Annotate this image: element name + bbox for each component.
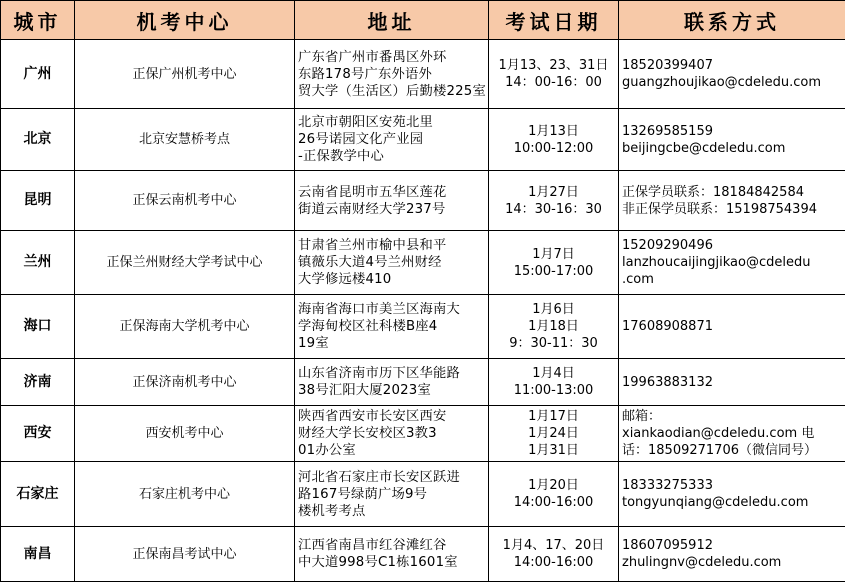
contact-cell xyxy=(619,40,845,109)
contact-cell xyxy=(619,231,845,295)
contact-line: 正保学员联系：18184842584 xyxy=(622,184,842,201)
city-cell: 西安 xyxy=(1,406,75,462)
date-line: 1月6日 xyxy=(489,301,618,318)
date-cell xyxy=(489,359,619,406)
date-line: 1月24日 xyxy=(489,425,618,442)
date-line: 1月7日 xyxy=(489,246,618,263)
city-cell: 海口 xyxy=(1,295,75,359)
address-cell xyxy=(295,171,489,231)
date-line: 1月4、17、20日 xyxy=(489,537,618,554)
address-cell xyxy=(295,295,489,359)
contact-line: 15209290496 xyxy=(622,237,842,254)
address-cell xyxy=(295,359,489,406)
date-line: 1月31日 xyxy=(489,442,618,459)
address-line: 贸大学（生活区）后勤楼225室 xyxy=(298,83,486,100)
address-line: 东路178号广东外语外 xyxy=(298,66,486,83)
contact-line: guangzhoujikao@cdeledu.com xyxy=(622,74,842,91)
header-city: 城市 xyxy=(1,1,75,40)
header-contact: 联系方式 xyxy=(619,1,845,40)
date-line: 1月27日 xyxy=(489,184,618,201)
center-cell: 西安机考中心 xyxy=(75,406,295,462)
center-cell: 正保兰州财经大学考试中心 xyxy=(75,231,295,295)
address-cell xyxy=(295,462,489,527)
date-line: 1月17日 xyxy=(489,408,618,425)
contact-cell xyxy=(619,406,845,462)
contact-line: 13269585159 xyxy=(622,123,842,140)
address-line: 甘肃省兰州市榆中县和平 xyxy=(298,237,486,254)
center-cell: 正保海南大学机考中心 xyxy=(75,295,295,359)
address-cell xyxy=(295,231,489,295)
address-line: 财经大学长安校区3教3 xyxy=(298,425,486,442)
address-line: 01办公室 xyxy=(298,442,486,459)
center-cell: 北京安慧桥考点 xyxy=(75,109,295,171)
date-line: 1月13日 xyxy=(489,123,618,140)
address-line: 海南省海口市美兰区海南大 xyxy=(298,301,486,318)
contact-cell xyxy=(619,295,845,359)
contact-line: 18333275333 xyxy=(622,477,842,494)
date-line: 15:00-17:00 xyxy=(489,263,618,280)
contact-line: tongyunqiang@cdeledu.com xyxy=(622,494,842,511)
address-line: 河北省石家庄市长安区跃进 xyxy=(298,469,486,486)
address-cell xyxy=(295,109,489,171)
center-cell: 正保济南机考中心 xyxy=(75,359,295,406)
date-line: 14:00-16:00 xyxy=(489,554,618,571)
contact-line: 话：18509271706（微信同号） xyxy=(622,442,842,459)
date-line: 1月4日 xyxy=(489,365,618,382)
center-cell: 正保南昌考试中心 xyxy=(75,527,295,582)
contact-line: 18520399407 xyxy=(622,57,842,74)
table-row xyxy=(1,359,845,406)
date-cell xyxy=(489,462,619,527)
header-address: 地址 xyxy=(295,1,489,40)
date-line: 1月20日 xyxy=(489,477,618,494)
address-line: 26号诺园文化产业园 xyxy=(298,131,486,148)
contact-cell xyxy=(619,359,845,406)
contact-line: 18607095912 xyxy=(622,537,842,554)
address-line: -正保教学中心 xyxy=(298,148,486,165)
date-cell xyxy=(489,40,619,109)
center-cell: 石家庄机考中心 xyxy=(75,462,295,527)
address-line: 楼机考考点 xyxy=(298,503,486,520)
address-line: 云南省昆明市五华区莲花 xyxy=(298,184,486,201)
date-cell xyxy=(489,527,619,582)
contact-line: beijingcbe@cdeledu.com xyxy=(622,140,842,157)
contact-line: lanzhoucaijingjikao@cdeledu xyxy=(622,254,842,271)
contact-line: 19963883132 xyxy=(622,374,842,391)
table-row xyxy=(1,406,845,462)
city-cell: 南昌 xyxy=(1,527,75,582)
table-row xyxy=(1,109,845,171)
address-line: 陕西省西安市长安区西安 xyxy=(298,408,486,425)
center-cell: 正保云南机考中心 xyxy=(75,171,295,231)
header-row xyxy=(1,1,845,40)
date-line: 1月18日 xyxy=(489,318,618,335)
contact-line: .com xyxy=(622,271,842,288)
table-row xyxy=(1,40,845,109)
header-date: 考试日期 xyxy=(489,1,619,40)
center-cell: 正保广州机考中心 xyxy=(75,40,295,109)
address-line: 中大道998号C1栋1601室 xyxy=(298,554,486,571)
table-row xyxy=(1,295,845,359)
city-cell: 北京 xyxy=(1,109,75,171)
address-cell xyxy=(295,406,489,462)
date-cell xyxy=(489,171,619,231)
city-cell: 石家庄 xyxy=(1,462,75,527)
header-center: 机考中心 xyxy=(75,1,295,40)
date-line: 11:00-13:00 xyxy=(489,382,618,399)
date-line: 14：00-16：00 xyxy=(489,74,618,91)
table-row xyxy=(1,462,845,527)
date-line: 14:00-16:00 xyxy=(489,494,618,511)
contact-cell xyxy=(619,527,845,582)
contact-line: zhulingnv@cdeledu.com xyxy=(622,554,842,571)
address-line: 镇薇乐大道4号兰州财经 xyxy=(298,254,486,271)
city-cell: 济南 xyxy=(1,359,75,406)
contact-line: 17608908871 xyxy=(622,318,842,335)
address-line: 大学修远楼410 xyxy=(298,271,486,288)
table-row xyxy=(1,527,845,582)
address-line: 19室 xyxy=(298,335,486,352)
city-cell: 昆明 xyxy=(1,171,75,231)
date-cell xyxy=(489,109,619,171)
table-row xyxy=(1,171,845,231)
date-line: 14：30-16：30 xyxy=(489,201,618,218)
address-line: 38号汇阳大厦2023室 xyxy=(298,382,486,399)
city-cell: 兰州 xyxy=(1,231,75,295)
address-line: 路167号绿荫广场9号 xyxy=(298,486,486,503)
table-row xyxy=(1,231,845,295)
city-cell: 广州 xyxy=(1,40,75,109)
address-line: 广东省广州市番禺区外环 xyxy=(298,49,486,66)
address-line: 山东省济南市历下区华能路 xyxy=(298,365,486,382)
date-cell xyxy=(489,231,619,295)
date-line: 9：30-11：30 xyxy=(489,335,618,352)
contact-line: 邮箱： xyxy=(622,408,842,425)
address-line: 江西省南昌市红谷滩红谷 xyxy=(298,537,486,554)
contact-line: 非正保学员联系：15198754394 xyxy=(622,201,842,218)
address-line: 学海甸校区社科楼B座4 xyxy=(298,318,486,335)
date-cell xyxy=(489,295,619,359)
contact-cell xyxy=(619,462,845,527)
date-cell xyxy=(489,406,619,462)
address-line: 街道云南财经大学237号 xyxy=(298,201,486,218)
address-cell xyxy=(295,40,489,109)
address-line: 北京市朝阳区安苑北里 xyxy=(298,114,486,131)
contact-cell xyxy=(619,109,845,171)
date-line: 1月13、23、31日 xyxy=(489,57,618,74)
contact-line: xiankaodian@cdeledu.com 电 xyxy=(622,425,842,442)
contact-cell xyxy=(619,171,845,231)
address-cell xyxy=(295,527,489,582)
date-line: 10:00-12:00 xyxy=(489,140,618,157)
